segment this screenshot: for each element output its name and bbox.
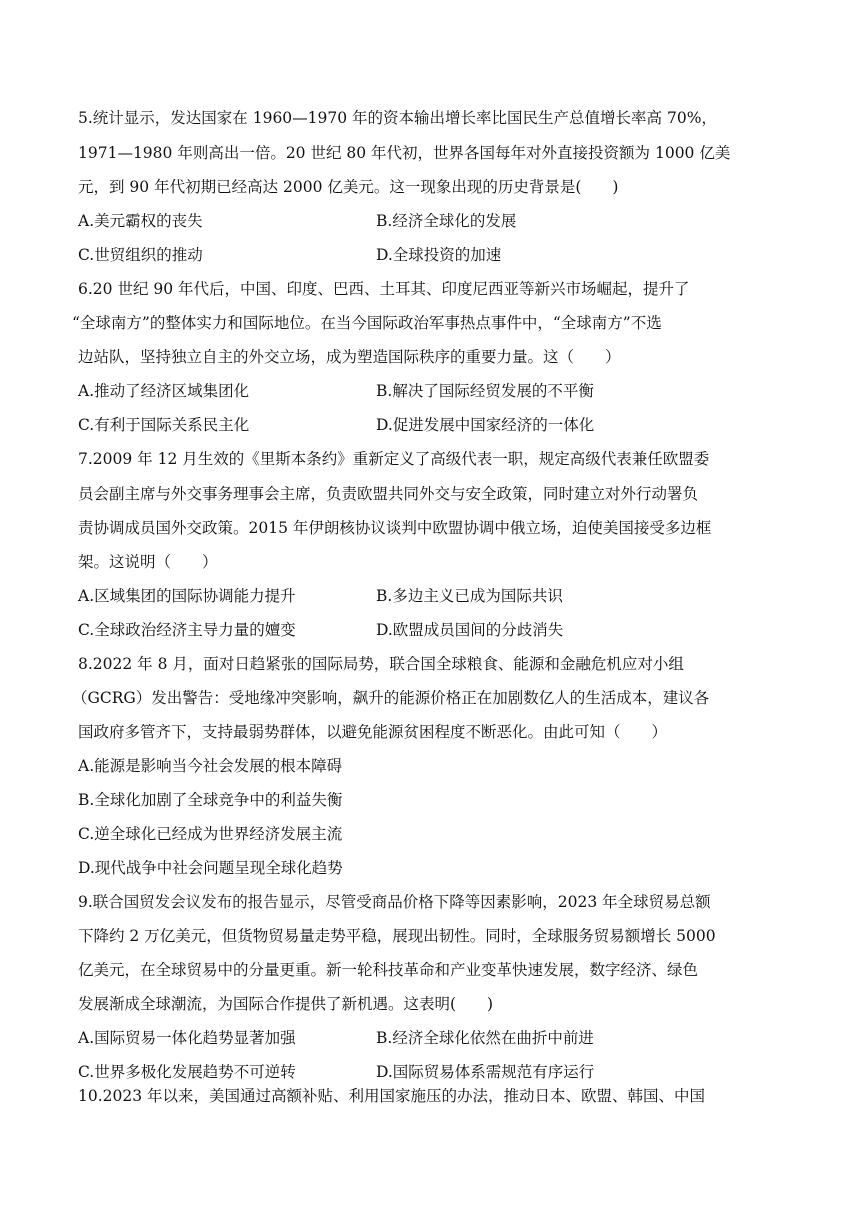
question-9-option-a: A.国际贸易一体化趋势显著加强 bbox=[78, 1029, 296, 1047]
question-8-option-a: A.能源是影响当今社会发展的根本障碍 bbox=[78, 757, 343, 775]
question-8-line-3: 国政府多管齐下，支持最弱势群体，以避免能源贫困程度不断恶化。由此可知（ ） bbox=[78, 723, 668, 741]
question-9-line-4: 发展渐成全球潮流，为国际合作提供了新机遇。这表明( ) bbox=[78, 995, 494, 1013]
question-6-option-d: D.促进发展中国家经济的一体化 bbox=[376, 416, 595, 434]
question-5-option-a: A.美元霸权的丧失 bbox=[78, 212, 203, 230]
question-8-option-d: D.现代战争中社会问题呈现全球化趋势 bbox=[78, 859, 343, 877]
question-9-option-d: D.国际贸易体系需规范有序运行 bbox=[376, 1063, 595, 1081]
question-7-option-c: C.全球政治经济主导力量的嬗变 bbox=[78, 621, 296, 639]
question-10-line-1: 10.2023 年以来，美国通过高额补贴、利用国家施压的办法，推动日本、欧盟、韩国、中国 bbox=[78, 1087, 706, 1105]
question-5-line-1: 5.统计显示，发达国家在 1960—1970 年的资本输出增长率比国民生产总值增长率高 70%， bbox=[78, 109, 717, 127]
question-7-line-2: 员会副主席与外交事务理事会主席，负责欧盟共同外交与安全政策，同时建立对外行动署负 bbox=[78, 485, 699, 503]
question-8-option-c: C.逆全球化已经成为世界经济发展主流 bbox=[78, 825, 343, 843]
question-7-line-1: 7.2009 年 12 月生效的《里斯本条约》重新定义了高级代表一职，规定高级代表兼任欧盟委 bbox=[78, 450, 710, 468]
question-7-line-4: 架。这说明（ ） bbox=[78, 553, 218, 571]
question-7-option-d: D.欧盟成员国间的分歧消失 bbox=[376, 621, 564, 639]
question-6-line-1: 6.20 世纪 90 年代后，中国、印度、巴西、土耳其、印度尼西亚等新兴市场崛起，提升了 bbox=[78, 280, 690, 298]
question-7-option-b: B.多边主义已成为国际共识 bbox=[376, 587, 563, 605]
question-9-line-2: 下降约 2 万亿美元，但货物贸易量走势平稳，展现出韧性。同时，全球服务贸易额增长 5000 bbox=[78, 927, 716, 945]
question-6-option-c: C.有利于国际关系民主化 bbox=[78, 416, 250, 434]
question-8-line-2: （GCRG）发出警告：受地缘冲突影响，飙升的能源价格正在加剧数亿人的生活成本，建议各 bbox=[72, 689, 710, 707]
question-9-line-1: 9.联合国贸发会议发布的报告显示，尽管受商品价格下降等因素影响，2023 年全球贸易总额 bbox=[78, 893, 711, 911]
question-5-option-c: C.世贸组织的推动 bbox=[78, 246, 203, 264]
question-7-line-3: 责协调成员国外交政策。2015 年伊朗核协议谈判中欧盟协调中俄立场，迫使美国接受多边框 bbox=[78, 519, 712, 537]
question-5-option-d: D.全球投资的加速 bbox=[376, 246, 502, 264]
question-5-option-b: B.经济全球化的发展 bbox=[376, 212, 517, 230]
question-5-line-3: 元，到 90 年代初期已经高达 2000 亿美元。这一现象出现的历史背景是( ) bbox=[78, 178, 619, 196]
question-6-option-a: A.推动了经济区域集团化 bbox=[78, 382, 250, 400]
question-6-line-2: “全球南方”的整体实力和国际地位。在当今国际政治军事热点事件中，“全球南方”不选 bbox=[72, 314, 662, 332]
question-9-option-c: C.世界多极化发展趋势不可逆转 bbox=[78, 1063, 296, 1081]
question-5-line-2: 1971—1980 年则高出一倍。20 世纪 80 年代初，世界各国每年对外直接投资额为 1000 亿美 bbox=[78, 144, 731, 162]
question-8-line-1: 8.2022 年 8 月，面对日趋紧张的国际局势，联合国全球粮食、能源和金融危机应对小组 bbox=[78, 655, 684, 673]
question-6-line-3: 边站队，坚持独立自主的外交立场，成为塑造国际秩序的重要力量。这（ ） bbox=[78, 348, 621, 366]
question-8-option-b: B.全球化加剧了全球竞争中的利益失衡 bbox=[78, 791, 343, 809]
question-6-option-b: B.解决了国际经贸发展的不平衡 bbox=[376, 382, 594, 400]
question-9-option-b: B.经济全球化依然在曲折中前进 bbox=[376, 1029, 594, 1047]
question-7-option-a: A.区域集团的国际协调能力提升 bbox=[78, 587, 296, 605]
question-9-line-3: 亿美元，在全球贸易中的分量更重。新一轮科技革命和产业变革快速发展，数字经济、绿色 bbox=[78, 961, 699, 979]
